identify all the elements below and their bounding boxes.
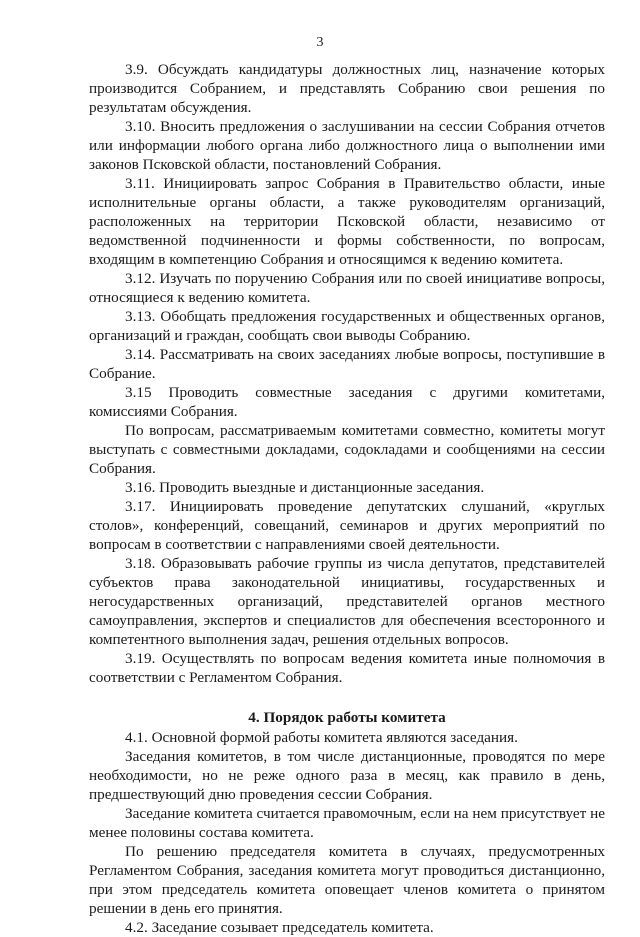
clause-3-17: 3.17. Инициировать проведение депутатских слушаний, «круглых столов», конференций, совещаний, семинаров и других мероприятий по вопросам в соответствии с направлениями своей деятельности. bbox=[89, 498, 605, 553]
clause-3-16: 3.16. Проводить выездные и дистанционные заседания. bbox=[125, 479, 485, 496]
clause-3-12: 3.12. Изучать по поручению Собрания или по своей инициативе вопросы, относящиеся к ведению комитета. bbox=[89, 270, 605, 306]
clause-4-1-remote: По решению председателя комитета в случаях, предусмотренных Регламентом Собрания, заседания комитета могут проводиться дистанционно, при этом председатель комитета оповещает членов комитета о принятом решении в день его принятия. bbox=[89, 843, 605, 917]
section-heading: 4. Порядок работы комитета bbox=[248, 709, 446, 726]
clause-4-1-meetings: Заседания комитетов, в том числе дистанционные, проводятся по мере необходимости, но не реже одного раза в месяц, как правило в день, предшествующий дню проведения сессии Собрания. bbox=[89, 748, 605, 803]
clause-4-1: 4.1. Основной формой работы комитета являются заседания. bbox=[125, 729, 518, 746]
clause-3-15-continued: По вопросам, рассматриваемым комитетами совместно, комитеты могут выступать с совместными докладами, содокладами и сообщениями на сессии Собрания. bbox=[89, 422, 605, 477]
clause-3-19: 3.19. Осуществлять по вопросам ведения комитета иные полномочия в соответствии с Регламентом Собрания. bbox=[89, 650, 605, 686]
document-body bbox=[89, 60, 605, 937]
clause-3-10: 3.10. Вносить предложения о заслушивании на сессии Собрания отчетов или информации любого органа либо должностного лица о выполнении ими законов Псковской области, постановлений Собрания. bbox=[89, 118, 605, 173]
clause-3-15: 3.15 Проводить совместные заседания с другими комитетами, комиссиями Собрания. bbox=[89, 384, 605, 420]
clause-3-13: 3.13. Обобщать предложения государственных и общественных органов, организаций и граждан, сообщать свои выводы Собранию. bbox=[89, 308, 605, 344]
clause-3-11: 3.11. Инициировать запрос Собрания в Правительство области, иные исполнительные органы области, а также руководителям организаций, расположенных на территории Псковской области, независимо от ведомственной подчиненности и формы собственности, по вопросам, входящим в компетенцию Собрания и относящимся к ведению комитета. bbox=[89, 175, 605, 268]
clause-4-2: 4.2. Заседание созывает председатель комитета. bbox=[125, 919, 434, 936]
clause-3-18: 3.18. Образовывать рабочие группы из числа депутатов, представителей субъектов права законодательной инициативы, государственных и негосударственных организаций, представителей органов местного самоуправления, экспертов и специалистов для обеспечения всесторонного и компетентного выполнения задач, решения отдельных вопросов. bbox=[89, 555, 605, 648]
page-number: 3 bbox=[316, 35, 324, 50]
clause-4-1-quorum: Заседание комитета считается правомочным, если на нем присутствует не менее половины состава комитета. bbox=[89, 805, 605, 841]
clause-3-14: 3.14. Рассматривать на своих заседаниях любые вопросы, поступившие в Собрание. bbox=[89, 346, 605, 382]
clause-3-9: 3.9. Обсуждать кандидатуры должностных лиц, назначение которых производится Собранием, и представлять Собранию свои решения по результатам обсуждения. bbox=[89, 61, 605, 116]
